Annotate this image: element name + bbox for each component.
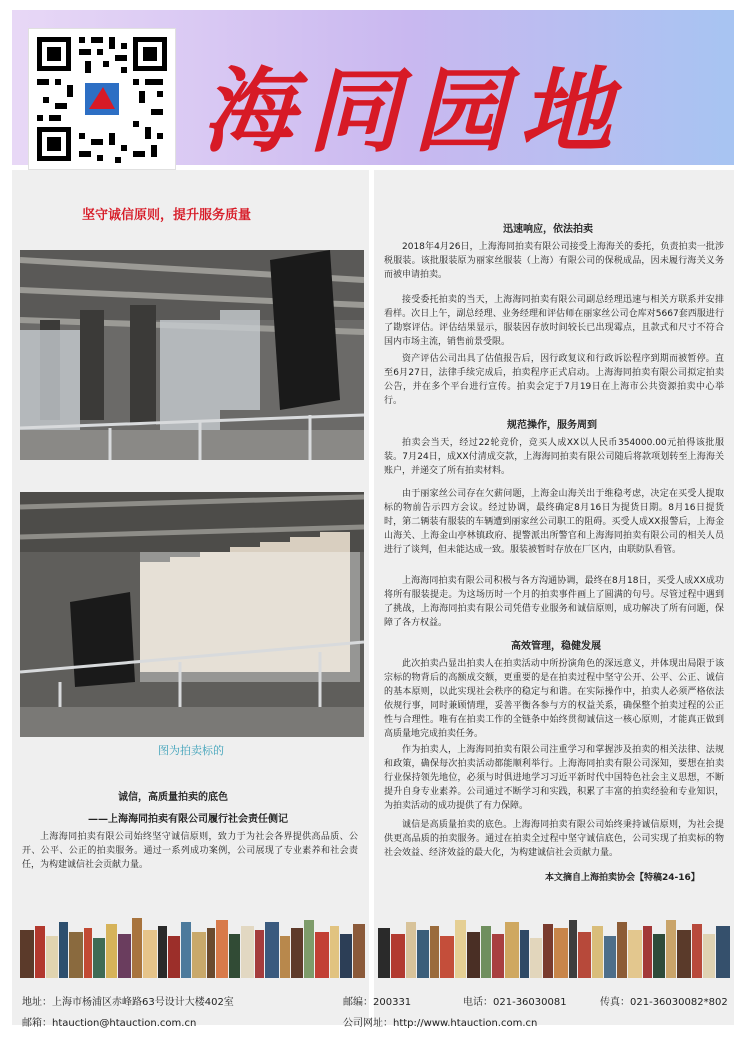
footer-phone: 电话：021-36030081 [463,997,567,1008]
section-title-2: 规范操作，服务周到 [507,420,597,431]
paragraph-3: 资产评估公司出具了估值报告后，因行政复议和行政诉讼程序到期而被暂停。直至6月27日，法律手续完成后，拍卖程序正式启动。上海海同拍卖有限公司拟定拍卖公告，并在多个平台进行宣传。拍卖会定于7月19日在上海市公共资源拍卖中心举行。 [384,354,724,406]
paragraph-5: 由于丽家丝公司存在欠薪问题，上海金山海关出于维稳考虑，决定在买受人提取标的物前告示四方会议。经过协调，最终确定8月16日为提货日期。8月16日提货时，第二辆装有服装的车辆遭到丽家丝公司职工的阻碍。买受人成XX报警后，上海金山海关、上海金山亭林镇政府、提警派出所警官和上海海同拍卖有限公司的相关人员进行了谈判，但未能达成一致。服装被暂时存放在厂区内，由联防队看管。 [384,489,724,555]
paragraph-6: 上海海同拍卖有限公司积极与各方沟通协调，最终在8月18日，买受人成XX成功将所有服装提走。为这场历时一个月的拍卖事件画上了圆满的句号。尽管过程中遇到了挑战，上海海同拍卖有限公司凭借专业服务和诚信原则，成功解决了所有问题，保障了各方权益。 [384,576,724,628]
section-title-1: 迅速响应，依法拍卖 [503,224,593,235]
article-subtitle: ——上海海同拍卖有限公司履行社会责任侧记 [88,814,288,825]
footer-email[interactable]: 邮箱：htauction@htauction.com.cn [22,1018,197,1029]
footer [0,990,745,1043]
feature-headline: 坚守诚信原则，提升服务质量 [82,208,252,223]
bookshelf-right [378,908,730,978]
footer-website[interactable]: 公司网址：http://www.htauction.com.cn [343,1018,538,1029]
paragraph-9: 诚信是高质量拍卖的底色。上海海同拍卖有限公司始终秉持诚信原则，为社会提供更高品质的拍卖服务。通过在拍卖全过程中坚守诚信底色，公司实现了拍卖标的物社会效益、经济效益的最大化，为构建诚信社会贡献力量。 [384,820,724,858]
paragraph-4: 拍卖会当天，经过22轮竞价，竞买人成XX以人民币354000.00元拍得该批服装。7月24日，成XX付清成交款，上海海同拍卖有限公司随后将款项划转至上海海关账户，并递交了所有拍卖材料。 [384,438,724,476]
article-body-left: 上海海同拍卖有限公司始终坚守诚信原则，致力于为社会各界提供高品质、公开、公平、公正的拍卖服务。通过一系列成功案例，公司展现了专业素养和社会责任，为构建诚信社会贡献力量。 [22,832,358,870]
article-title: 诚信，高质量拍卖的底色 [118,792,228,803]
masthead-title: 海同园地 [202,57,627,165]
footer-postcode: 邮编：200331 [343,997,412,1008]
bookshelf-left [20,908,365,978]
footer-address: 地址：上海市杨浦区赤峰路63号设计大楼402室 [22,997,234,1008]
photo-garments-2 [20,492,364,737]
image-caption: 图为拍卖标的 [158,744,224,757]
qr-code [28,28,176,170]
footer-fax: 传真：021-36030082*802 [600,997,728,1008]
paragraph-1: 2018年4月26日，上海海同拍卖有限公司接受上海海关的委托，负责拍卖一批涉税服装。该批服装原为丽家丝服装（上海）有限公司的保税成品，因未履行海关义务而被申请拍卖。 [384,242,724,280]
paragraph-2: 接受委托拍卖的当天，上海海同拍卖有限公司副总经理迅速与相关方联系并安排看样。次日上午，副总经理、业务经理和评估师在丽家丝公司仓库对5667套西服进行了勘察评估。评估结果显示，服装因存放时间较长已出现霉点，且款式和尺寸不符合国内市场主流，销售前景受限。 [384,295,724,347]
masthead [12,10,734,165]
paragraph-7: 此次拍卖凸显出拍卖人在拍卖活动中所扮演角色的深远意义，并体现出局限于该宗标的物背后的高额成交额，更重要的是在拍卖过程中坚守公开、公平、公正、诚信的基本原则，以此实现社会秩序的稳定与和谐。在实际操作中，拍卖人必须严格依法依规行事，同时兼顾情理，妥善平衡各参与方的权益关系，确保整个拍卖过程的公正性与合理性。唯有在拍卖工作的全链条中始终贯彻诚信这一核心原则，才能真正做到高质量地完成拍卖任务。 [384,659,724,739]
photo-garments-1 [20,250,364,460]
section-title-3: 高效管理，稳健发展 [511,641,601,652]
paragraph-8: 作为拍卖人，上海海同拍卖有限公司注重学习和掌握涉及拍卖的相关法律、法规和政策，确保每次拍卖活动都能顺利举行。上海海同拍卖有限公司深知，要想在拍卖行业保持领先地位，必须与时俱进地学习习近平新时代中国特色社会主义思想，不断提升自身专业素养。公司通过不断学习和实践，积累了丰富的拍卖经验和专业知识，为拍卖活动的成功提供了有力保障。 [384,745,724,811]
source-byline: 本文摘自上海拍卖协会【特稿24-16】 [545,873,700,883]
